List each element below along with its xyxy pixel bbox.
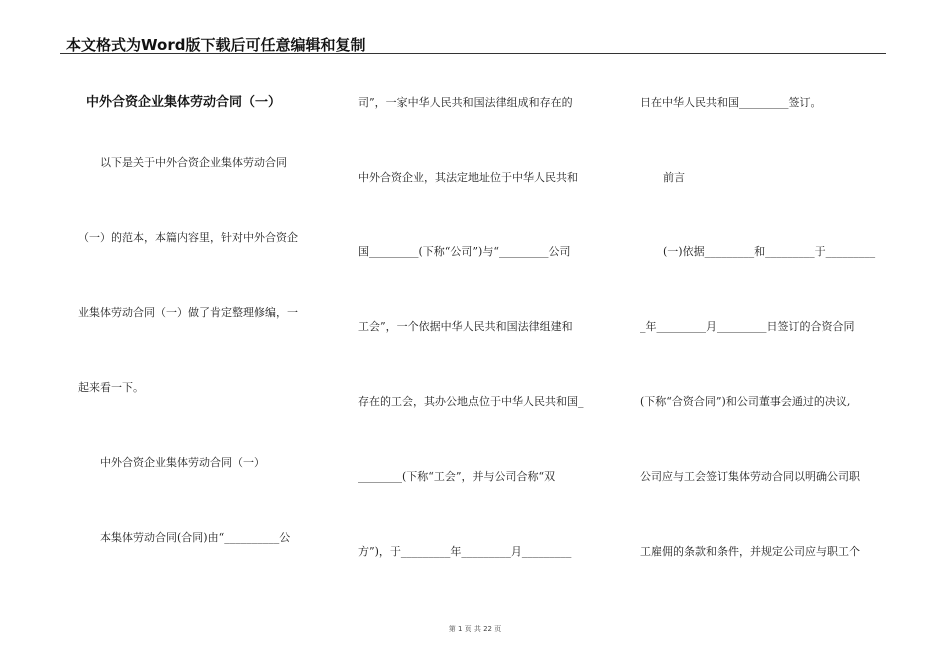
paragraph-line: 本集体劳动合同(合同)由“__________公 [100, 531, 291, 544]
paragraph-line: 司”，一家中华人民共和国法律组成和存在的 [358, 96, 573, 109]
document-title: 中外合资企业集体劳动合同（一） [86, 95, 282, 110]
paragraph-line: 以下是关于中外合资企业集体劳动合同 [100, 156, 287, 169]
section-heading: 前言 [663, 171, 685, 184]
paragraph-line: _年_________月_________日签订的合资合同 [640, 320, 855, 333]
paragraph-line: 工会”，一个依据中华人民共和国法律组建和 [358, 320, 573, 333]
page-number: 第 1 页 共 22 页 [448, 625, 502, 633]
paragraph-line: (下称“合资合同”)和公司董事会通过的决议, [640, 395, 851, 408]
paragraph-line: 业集体劳动合同（一）做了肯定整理修编，一 [78, 306, 298, 319]
paragraph-line: 中外合资企业集体劳动合同（一） [100, 456, 265, 469]
paragraph-line: 存在的工会，其办公地点位于中华人民共和国_ [358, 395, 584, 408]
header-title: 本文格式为Word版下载后可任意编辑和复制 [66, 36, 366, 54]
paragraph-line: 公司应与工会签订集体劳动合同以明确公司职 [640, 470, 860, 483]
paragraph-line: （一）的范本，本篇内容里，针对中外合资企 [78, 231, 298, 244]
paragraph-line: (一)依据_________和_________于_________ [663, 245, 876, 258]
paragraph-line: 日在中华人民共和国_________签订。 [640, 96, 822, 109]
header-divider [60, 53, 886, 54]
paragraph-line: ________(下称“工会”，并与公司合称“双 [358, 470, 556, 483]
paragraph-line: 中外合资企业，其法定地址位于中华人民共和 [358, 171, 578, 184]
paragraph-line: 工雇佣的条款和条件，并规定公司应与职工个 [640, 545, 860, 558]
paragraph-line: 国_________(下称“公司”)与“_________公司 [358, 245, 571, 258]
paragraph-line: 起来看一下。 [78, 381, 144, 394]
paragraph-line: 方”)，于_________年_________月_________ [358, 545, 572, 558]
